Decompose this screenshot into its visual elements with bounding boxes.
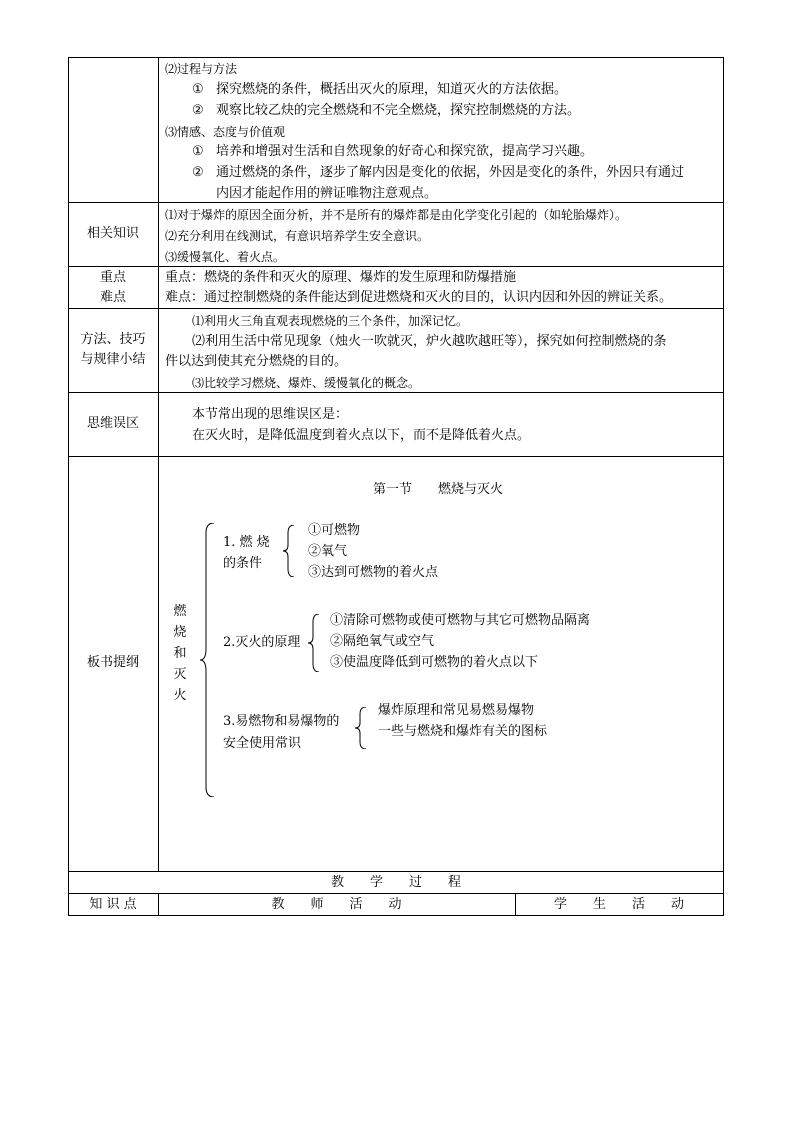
- branch3-brace-icon: [355, 707, 367, 749]
- row-label-key-points: 重点: [99, 270, 126, 285]
- branch2-brace-icon: [308, 614, 320, 672]
- list-number: ①: [192, 82, 204, 97]
- leaf-item: 爆炸原理和常见易燃易爆物: [378, 703, 535, 718]
- leaf-item: ②氧气: [308, 544, 348, 559]
- leaf-item: ①可燃物: [308, 523, 361, 538]
- related-item: ⑶缓慢氧化、着火点。: [165, 250, 286, 264]
- emotion-values-heading: ⑶情感、态度与价值观: [165, 125, 286, 139]
- method-item: ⑴利用火三角直观表现燃烧的三个条件，加深记忆。: [192, 314, 469, 328]
- row-divider: [68, 266, 724, 267]
- branch-combustion-conditions-line2: 的条件: [223, 556, 263, 571]
- column-header-student-activity: 学 生 活 动: [553, 897, 684, 912]
- table-border-top: [68, 57, 724, 58]
- teaching-process-title: 教 学 过 程: [330, 875, 461, 890]
- column-header-teacher-activity: 教 师 活 动: [271, 897, 402, 912]
- table-border-right: [723, 57, 724, 915]
- list-item-continuation: 内因才能起作用的辨证唯物注意观点。: [216, 186, 438, 201]
- process-methods-heading: ⑵过程与方法: [165, 62, 238, 76]
- leaf-item: ①清除可燃物或使可燃物与其它可燃物品隔离: [330, 613, 591, 628]
- board-root-char: 燃: [173, 604, 187, 619]
- root-brace-icon: [200, 523, 216, 797]
- row-divider: [68, 456, 724, 457]
- branch1-brace-icon: [283, 525, 295, 577]
- method-item-continuation: 件以达到使其充分燃烧的目的。: [165, 354, 348, 369]
- branch-safety-knowledge: 3.易燃物和易爆物的: [223, 714, 340, 729]
- list-item: 培养和增强对生活和自然现象的好奇心和探究欲，提高学习兴趣。: [216, 144, 594, 159]
- row-label-related-knowledge: 相关知识: [86, 226, 139, 241]
- method-item: ⑶比较学习燃烧、爆炸、缓慢氧化的概念。: [192, 376, 421, 390]
- column-divider: [158, 57, 159, 871]
- related-item: ⑴对于爆炸的原因全面分析，并不是所有的爆炸都是由化学变化引起的（如轮胎爆炸）。: [165, 208, 628, 222]
- list-item: 观察比较乙炔的完全燃烧和不完全燃烧，探究控制燃烧的方法。: [216, 103, 581, 118]
- row-label-misconceptions: 思维误区: [86, 416, 139, 431]
- row-divider: [68, 202, 724, 203]
- board-title: 第一节 燃烧与灭火: [373, 482, 504, 497]
- board-root-char: 灭: [173, 667, 187, 682]
- row-divider: [68, 893, 724, 894]
- misconception-intro: 本节常出现的思维误区是：: [192, 407, 349, 422]
- row-divider: [68, 308, 724, 309]
- misconception-text: 在灭火时，是降低温度到着火点以下，而不是降低着火点。: [192, 428, 531, 443]
- list-number: ①: [192, 144, 204, 159]
- column-header-knowledge-point: 知 识 点: [89, 897, 137, 912]
- difficult-point-line: 难点：通过控制燃烧的条件能达到促进燃烧和灭火的目的，认识内因和外因的辨证关系。: [165, 290, 673, 305]
- branch-combustion-conditions: 1. 燃 烧: [223, 535, 270, 550]
- branch-safety-knowledge-line2: 安全使用常识: [223, 736, 302, 751]
- list-item: 通过燃烧的条件，逐步了解内因是变化的依据，外因是变化的条件，外因只有通过: [216, 165, 685, 180]
- table-border-bottom: [68, 915, 724, 916]
- row-divider: [68, 871, 724, 872]
- leaf-item: ②隔绝氧气或空气: [330, 634, 435, 649]
- list-number: ②: [192, 103, 204, 118]
- table-border-left: [68, 57, 69, 915]
- row-label-difficult-points: 难点: [99, 290, 126, 305]
- row-label-methods: 方法、技巧: [80, 332, 146, 347]
- branch-fire-extinguishing-principle: 2.灭火的原理: [223, 635, 301, 650]
- board-root-char: 火: [173, 688, 187, 703]
- list-item: 探究燃烧的条件，概括出灭火的原理，知道灭火的方法依据。: [216, 82, 568, 97]
- related-item: ⑵充分利用在线测试，有意识培养学生安全意识。: [165, 229, 430, 243]
- board-root-char: 烧: [173, 625, 187, 640]
- leaf-item: ③达到可燃物的着火点: [308, 565, 439, 580]
- row-divider: [68, 392, 724, 393]
- lesson-plan-table: [68, 57, 724, 916]
- method-item: ⑵利用生活中常见现象（烛火一吹就灭，炉火越吹越旺等），探究如何控制燃烧的条: [192, 334, 667, 349]
- row-label-board-outline: 板书提纲: [86, 655, 139, 670]
- key-point-line: 重点：燃烧的条件和灭火的原理、爆炸的发生原理和防爆措施: [165, 270, 517, 285]
- row-label-methods-summary: 与规律小结: [80, 352, 146, 367]
- leaf-item: ③使温度降低到可燃物的着火点以下: [330, 655, 539, 670]
- leaf-item: 一些与燃烧和爆炸有关的图标: [378, 724, 548, 739]
- board-root-char: 和: [173, 646, 187, 661]
- list-number: ②: [192, 165, 204, 180]
